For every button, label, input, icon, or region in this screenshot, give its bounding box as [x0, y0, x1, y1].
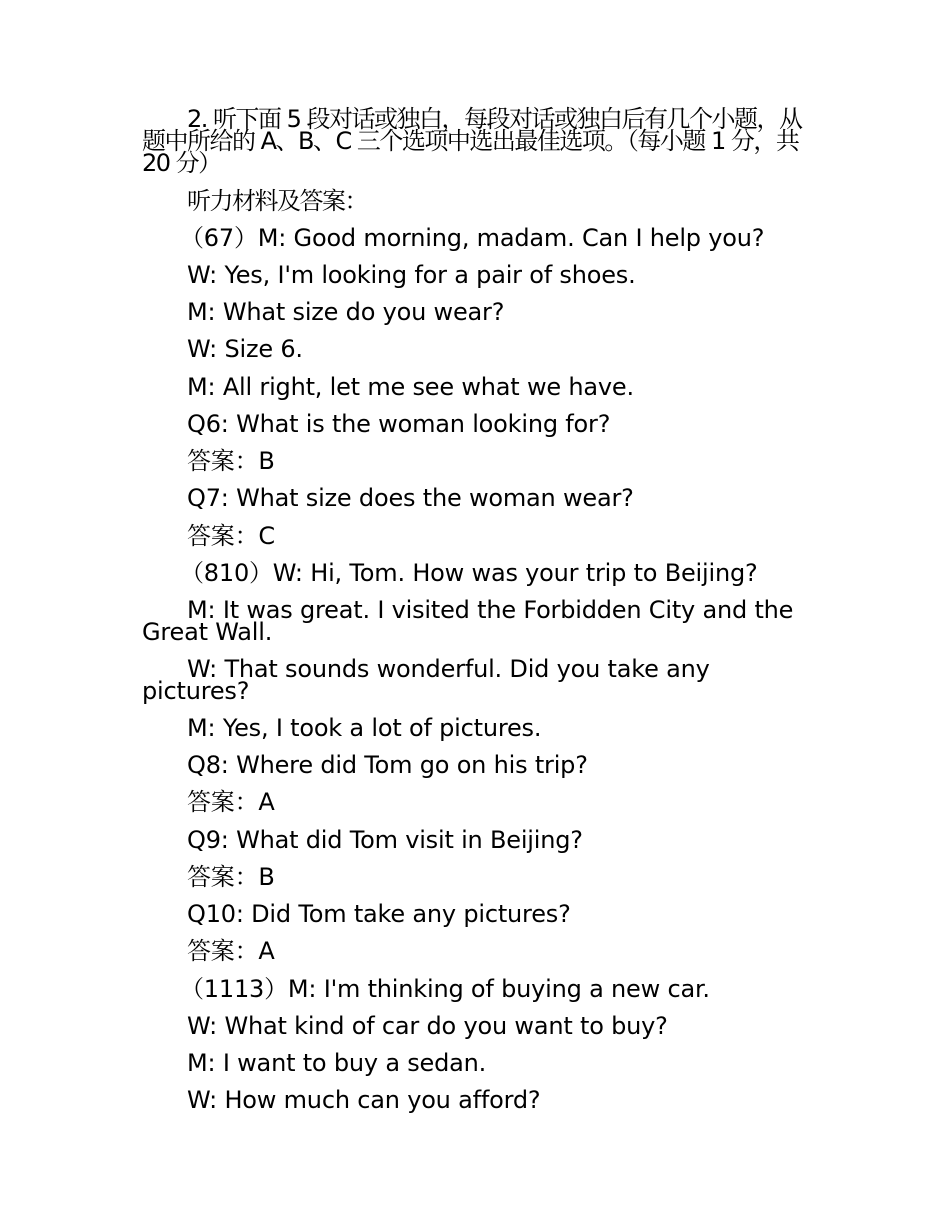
- answer-line: 答案：B: [187, 447, 275, 475]
- dialogue-line: W: That sounds wonderful. Did you take any pictures?: [142, 655, 710, 705]
- question-line: Q10: Did Tom take any pictures?: [187, 900, 571, 928]
- question-line: Q6: What is the woman looking for?: [187, 410, 611, 438]
- dialogue-line: M: It was great. I visited the Forbidden City and the Great Wall.: [142, 596, 794, 646]
- instruction-paragraph: 2. 听下面 5 段对话或独白，每段对话或独白后有几个小题，从题中所给的 A、B、C 三个选项中选出最佳选项。（每小题 1 分，共 20 分）: [142, 105, 802, 177]
- question-line: Q8: Where did Tom go on his trip?: [187, 751, 588, 779]
- dialogue-line: W: How much can you afford?: [187, 1086, 541, 1114]
- dialogue-line: M: I want to buy a sedan.: [187, 1049, 487, 1077]
- answer-line: 答案：A: [187, 788, 275, 816]
- dialogue-line: （67）M: Good morning, madam. Can I help you?: [180, 224, 765, 252]
- dialogue-line: （810）W: Hi, Tom. How was your trip to Beijing?: [180, 559, 758, 587]
- dialogue-line: W: What kind of car do you want to buy?: [187, 1012, 668, 1040]
- dialogue-line: W: Size 6.: [187, 335, 303, 363]
- question-line: Q7: What size does the woman wear?: [187, 484, 634, 512]
- dialogue-line: M: What size do you wear?: [187, 298, 505, 326]
- answer-line: 答案：A: [187, 937, 275, 965]
- dialogue-line: （1113）M: I'm thinking of buying a new car.: [180, 975, 710, 1003]
- answer-line: 答案：C: [187, 522, 275, 550]
- dialogue-line: W: Yes, I'm looking for a pair of shoes.: [187, 261, 636, 289]
- dialogue-line: M: All right, let me see what we have.: [187, 373, 634, 401]
- dialogue-line: M: Yes, I took a lot of pictures.: [187, 714, 542, 742]
- answer-line: 答案：B: [187, 863, 275, 891]
- section-heading: 听力材料及答案：: [187, 187, 367, 215]
- question-line: Q9: What did Tom visit in Beijing?: [187, 826, 583, 854]
